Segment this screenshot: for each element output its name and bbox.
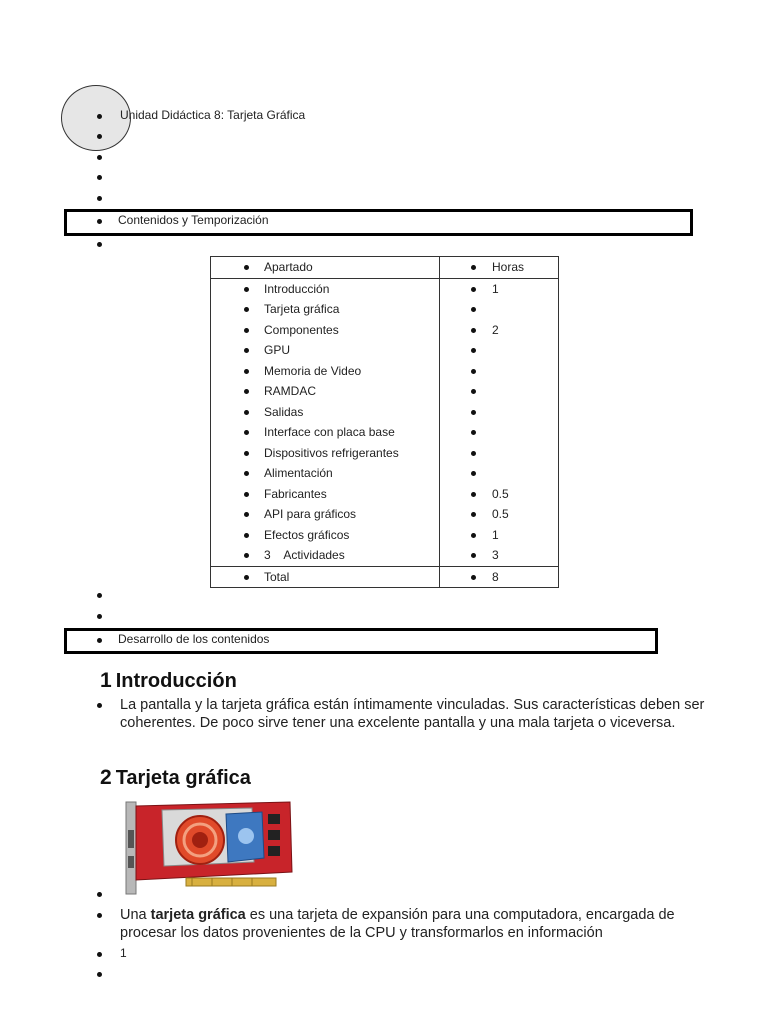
table-cell: GPU xyxy=(211,340,439,361)
table-row xyxy=(211,381,559,402)
table-cell: 1 xyxy=(440,279,558,300)
heading-text: Introducción xyxy=(115,670,237,692)
table-cell xyxy=(440,443,558,464)
heading-introduccion xyxy=(100,669,237,693)
table-cell: 3 xyxy=(440,545,558,566)
table-row xyxy=(211,525,559,546)
table-cell: 3 Actividades xyxy=(211,545,439,566)
bullet xyxy=(97,219,102,224)
table-cell xyxy=(440,402,558,423)
table-row xyxy=(211,278,559,299)
table-row xyxy=(211,340,559,361)
table-cell: Total xyxy=(211,567,439,588)
heading-number: 1 xyxy=(100,669,112,692)
bullet xyxy=(97,638,102,643)
table-cell xyxy=(440,381,558,402)
table-cell xyxy=(440,361,558,382)
document-title: Unidad Didáctica 8: Tarjeta Gráfica xyxy=(120,108,306,122)
table-cell: RAMDAC xyxy=(211,381,439,402)
table-cell xyxy=(440,463,558,484)
table-row xyxy=(211,484,559,505)
table-cell: 1 xyxy=(440,525,558,546)
heading-number: 2 xyxy=(100,766,112,789)
table-cell: Salidas xyxy=(211,402,439,423)
bullet xyxy=(97,972,102,977)
section-label-development: Desarrollo de los contenidos xyxy=(118,632,270,646)
intro-paragraph: La pantalla y la tarjeta gráfica están íntimamente vinculadas. Sus características deben ser coherentes. De poco sirve tener una excelente pantalla y una mala tarjeta o viceversa. xyxy=(120,697,705,731)
section-label-contents: Contenidos y Temporización xyxy=(118,213,269,227)
table-row xyxy=(211,463,559,484)
bullet xyxy=(97,114,102,119)
table-cell: Alimentación xyxy=(211,463,439,484)
list-marker: 1 xyxy=(120,946,127,960)
table-cell: Fabricantes xyxy=(211,484,439,505)
heading-text: Tarjeta gráfica xyxy=(115,767,251,789)
bullet xyxy=(97,175,102,180)
table-header-cell: Apartado xyxy=(211,257,440,279)
table-cell: 0.5 xyxy=(440,504,558,525)
bold-term: tarjeta gráfica xyxy=(150,907,246,923)
table-row xyxy=(211,361,559,382)
table-cell: API para gráficos xyxy=(211,504,439,525)
table-cell: 0.5 xyxy=(440,484,558,505)
table-footer-row xyxy=(211,566,559,588)
bullet xyxy=(97,242,102,247)
bullet xyxy=(97,155,102,160)
table-cell: Componentes xyxy=(211,320,439,341)
table-cell: Tarjeta gráfica xyxy=(211,299,439,320)
bullet xyxy=(97,913,102,918)
table-row xyxy=(211,299,559,320)
table-cell xyxy=(440,422,558,443)
table-row xyxy=(211,443,559,464)
bullet xyxy=(97,952,102,957)
graphics-card-paragraph: Una tarjeta gráfica es una tarjeta de expansión para una computadora, encargada de procesar los datos provenientes de la CPU y transformarlos en información xyxy=(120,907,675,941)
table-header-cell: Horas xyxy=(440,257,559,279)
table-row xyxy=(211,320,559,341)
table-cell: Interface con placa base xyxy=(211,422,439,443)
heading-tarjeta-grafica xyxy=(100,766,251,790)
bullet xyxy=(97,134,102,139)
table-cell: Efectos gráficos xyxy=(211,525,439,546)
bullet xyxy=(97,892,102,897)
table-cell: Memoria de Video xyxy=(211,361,439,382)
table-row xyxy=(211,545,559,566)
table-cell: Dispositivos refrigerantes xyxy=(211,443,439,464)
table-cell: 8 xyxy=(440,567,558,588)
graphics-card-image xyxy=(122,800,294,896)
bullet xyxy=(97,614,102,619)
bullet xyxy=(97,196,102,201)
table-row xyxy=(211,504,559,525)
table-cell xyxy=(440,340,558,361)
table-cell: 2 xyxy=(440,320,558,341)
bullet xyxy=(97,703,102,708)
table-header-row xyxy=(211,257,559,279)
table-row xyxy=(211,422,559,443)
table-cell xyxy=(440,299,558,320)
bullet xyxy=(97,593,102,598)
table-row xyxy=(211,402,559,423)
contents-table xyxy=(210,256,559,588)
table-cell: Introducción xyxy=(211,279,439,300)
